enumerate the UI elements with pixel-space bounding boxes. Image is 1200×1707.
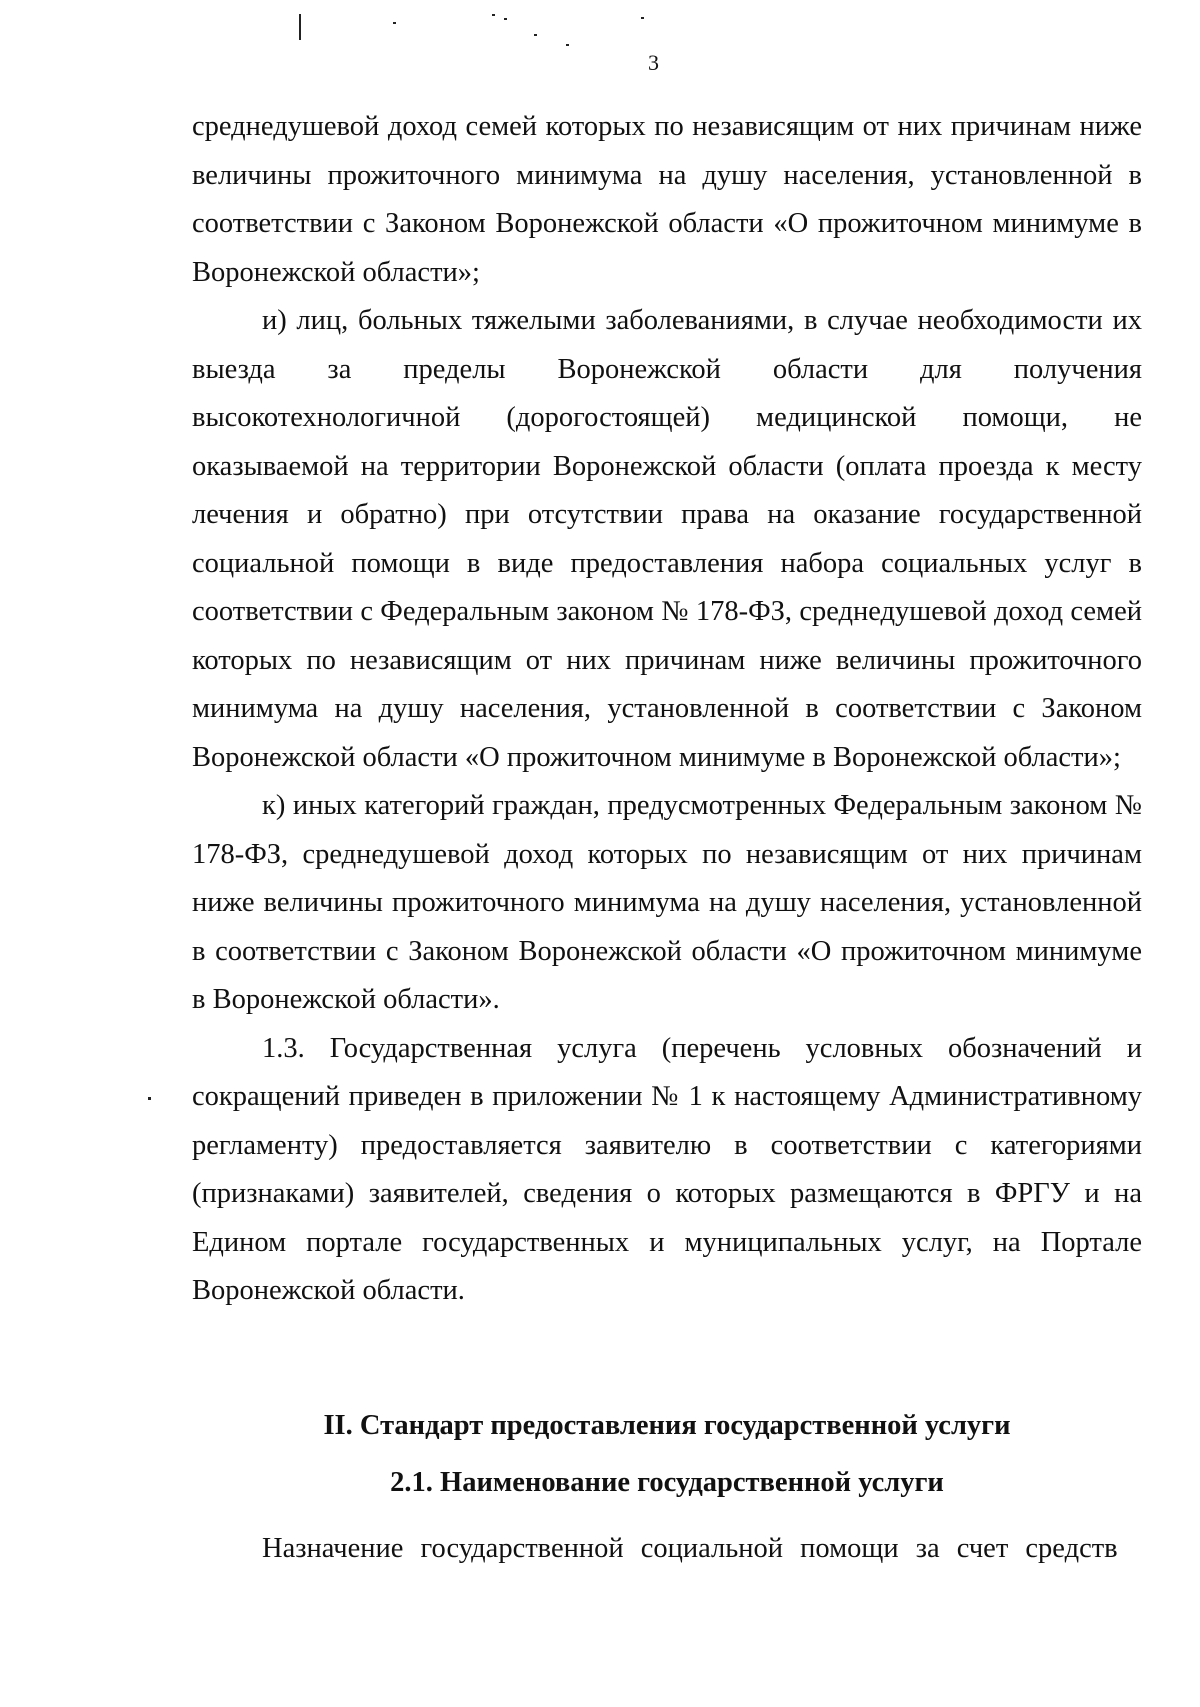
final-paragraph (192, 1525, 1142, 1574)
paragraph-2-1-text: Назначение государственной социальной помощи за счет средств (262, 1533, 1118, 1564)
scan-mark (393, 22, 396, 24)
section-heading: II. Стандарт предоставления государственной услуги (323, 1410, 1011, 1441)
scan-mark (148, 1097, 151, 1100)
paragraph-item-i: и) лиц, больных тяжелыми заболеваниями, в случае необходимости их выезда за пределы Воронежской области для получения высокотехнологичной (дорогостоящей) медицинской помощи, не оказываемой на территории Воронежской области (оплата проезда к месту лечения и обратно) при отсутствии права на оказание государственной социальной помощи в виде предоставления набора социальных услуг в соответствии с Федеральным законом № 178-ФЗ, среднедушевой доход семей которых по независящим от них причинам ниже величины прожиточного минимума на душу населения, установленной в соответствии с Законом Воронежской области «О прожиточном минимуме в Воронежской области»; (192, 305, 1142, 773)
scan-mark (534, 34, 537, 36)
page-number: 3 (648, 50, 659, 75)
scan-mark (299, 14, 301, 40)
body-text (192, 103, 1142, 1316)
scan-mark (566, 44, 569, 46)
scan-mark (641, 17, 644, 19)
scan-mark (492, 14, 495, 16)
paragraph-1-3: 1.3. Государственная услуга (перечень условных обозначений и сокращений приведен в приложении № 1 к настоящему Административному регламенту) предоставляется заявителю в соответствии с категориями (признаками) заявителей, сведения о которых размещаются в ФРГУ и на Едином портале государственных и муниципальных услуг, на Портале Воронежской области. (192, 1032, 1142, 1306)
subsection-heading: 2.1. Наименование государственной услуги (390, 1467, 944, 1498)
scan-mark (504, 18, 507, 20)
paragraph-continuation: среднедушевой доход семей которых по независящим от них причинам ниже величины прожиточного минимума на душу населения, установленной в соответствии с Законом Воронежской области «О прожиточном минимуме в Воронежской области»; (192, 111, 1142, 288)
paragraph-item-k: к) иных категорий граждан, предусмотренных Федеральным законом № 178-ФЗ, среднедушевой доход которых по независящим от них причинам ниже величины прожиточного минимума на душу населения, установленной в соответствии с Законом Воронежской области «О прожиточном минимуме в Воронежской области». (192, 790, 1142, 1015)
